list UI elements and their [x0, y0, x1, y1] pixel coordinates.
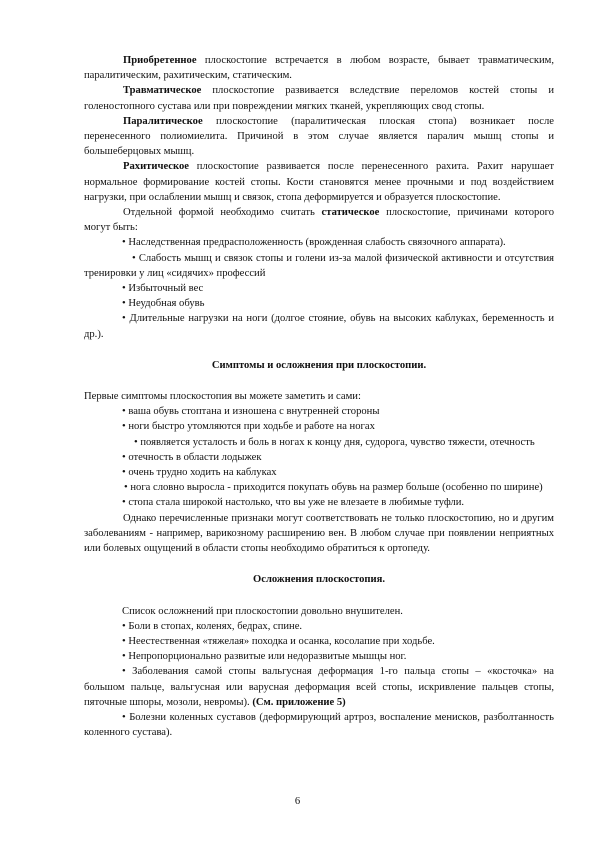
term-traumatic: Травматическое: [123, 85, 202, 97]
paragraph-static: [84, 205, 554, 235]
term-paralytic: Паралитическое: [123, 115, 203, 127]
paragraph-text: плоскостопие встречается в любом возрасте, бывает травматическим, паралитическим, рахитическим, статическим.: [84, 55, 554, 82]
symptom-item: • стопа стала широкой настолько, что вы уже не влезаете в любимые туфли.: [122, 497, 465, 509]
symptom-item: • ваша обувь стоптана и изношена с внутренней стороны: [122, 406, 380, 418]
complication-item: [84, 664, 554, 710]
cause-item: • Слабость мышц и связок стопы и голени из-за малой физической активности и отсутствия тренировки у лиц «сидячих» профессий: [84, 252, 554, 279]
complication-item: • Непропорционально развитые или недоразвитые мышцы ног.: [122, 651, 407, 663]
paragraph-text: Отдельной формой необходимо считать: [123, 207, 322, 219]
symptom-item: • нога словно выросла - приходится покупать обувь на размер больше (особенно по ширине): [124, 482, 543, 494]
term-rachitic: Рахитическое: [123, 161, 189, 173]
cause-item: • Наследственная предрасположенность (врожденная слабость связочного аппарата).: [122, 237, 506, 249]
paragraph-text: плоскостопие, причинами которого могут быть:: [84, 207, 554, 234]
complication-item: • Болезни коленных суставов (деформирующий артроз, воспаление менисков, разболтанность коленного сустава).: [84, 711, 554, 739]
paragraph-text: плоскостопие (паралитическая плоская стопа) возникает после перенесенного полиомиелита. Причиной в этом случае является паралич мышц стопы и большеберцовых мышц.: [84, 115, 554, 158]
term-static: статическое: [321, 207, 380, 219]
cause-item: • Избыточный вес: [122, 283, 204, 295]
page-number: 6: [294, 796, 301, 807]
symptom-item: • ноги быстро утомляются при ходьбе и работе на ногах: [122, 421, 375, 433]
complications-intro: Список осложнений при плоскостопии довольно внушителен.: [122, 605, 403, 617]
section-heading-complications: Осложнения плоскостопия.: [253, 574, 385, 586]
paragraph-paralytic: [84, 114, 554, 160]
term-acquired: Приобретенное: [123, 55, 197, 66]
paragraph-rachitic: [84, 159, 554, 205]
page-body: [84, 53, 554, 740]
complication-item: • Боли в стопах, коленях, бедрах, спине.: [122, 620, 303, 632]
paragraph-text: плоскостопие развивается вследствие переломов костей стопы и голеностопного сустава или при повреждении мягких тканей, укрепляющих свод стопы.: [84, 85, 554, 112]
complication-item: • Неестественная «тяжелая» походка и осанка, косолапие при ходьбе.: [122, 635, 435, 647]
cause-item: • Длительные нагрузки на ноги (долгое стояние, обувь на высоких каблуках, беременность и др.).: [84, 313, 554, 340]
symptoms-closing: Однако перечисленные признаки могут соответствовать не только плоскостопию, но и другим заболеваниям - например, варикозному расширению вен. В любом случае при появлении неприятных или болевых ощущений в области стопы необходимо обратиться к ортопеду.: [84, 512, 554, 555]
symptom-item: • отечность в области лодыжек: [122, 451, 262, 463]
paragraph-text: плоскостопие развивается после перенесенного рахита. Рахит нарушает нормальное формирование костей стопы. Кости становятся менее прочными и под воздействием нагрузки, при ослаблении мышц и связок, стопа деформируется и образуется плоскостопие.: [84, 161, 554, 203]
cause-item: • Неудобная обувь: [122, 298, 205, 310]
appendix-reference: (См. приложение 5): [252, 696, 346, 708]
section-heading-symptoms: Симптомы и осложнения при плоскостопии.: [211, 359, 427, 371]
paragraph-traumatic: [84, 83, 554, 113]
symptoms-intro: Первые симптомы плоскостопия вы можете заметить и сами:: [84, 391, 361, 403]
complication-text: • Заболевания самой стопы вальгусная деформация 1-го пальца стопы – «косточка» на большом пальце, вальгусная или варусная деформация всей стопы, искривление пальцев стопы, пяточные шпоры, мозоли, невромы).: [84, 666, 554, 708]
paragraph-acquired: [84, 53, 554, 83]
symptom-item: • появляется усталость и боль в ногах к концу дня, судорога, чувство тяжести, отечность: [134, 436, 535, 448]
symptom-item: • очень трудно ходить на каблуках: [122, 467, 277, 479]
